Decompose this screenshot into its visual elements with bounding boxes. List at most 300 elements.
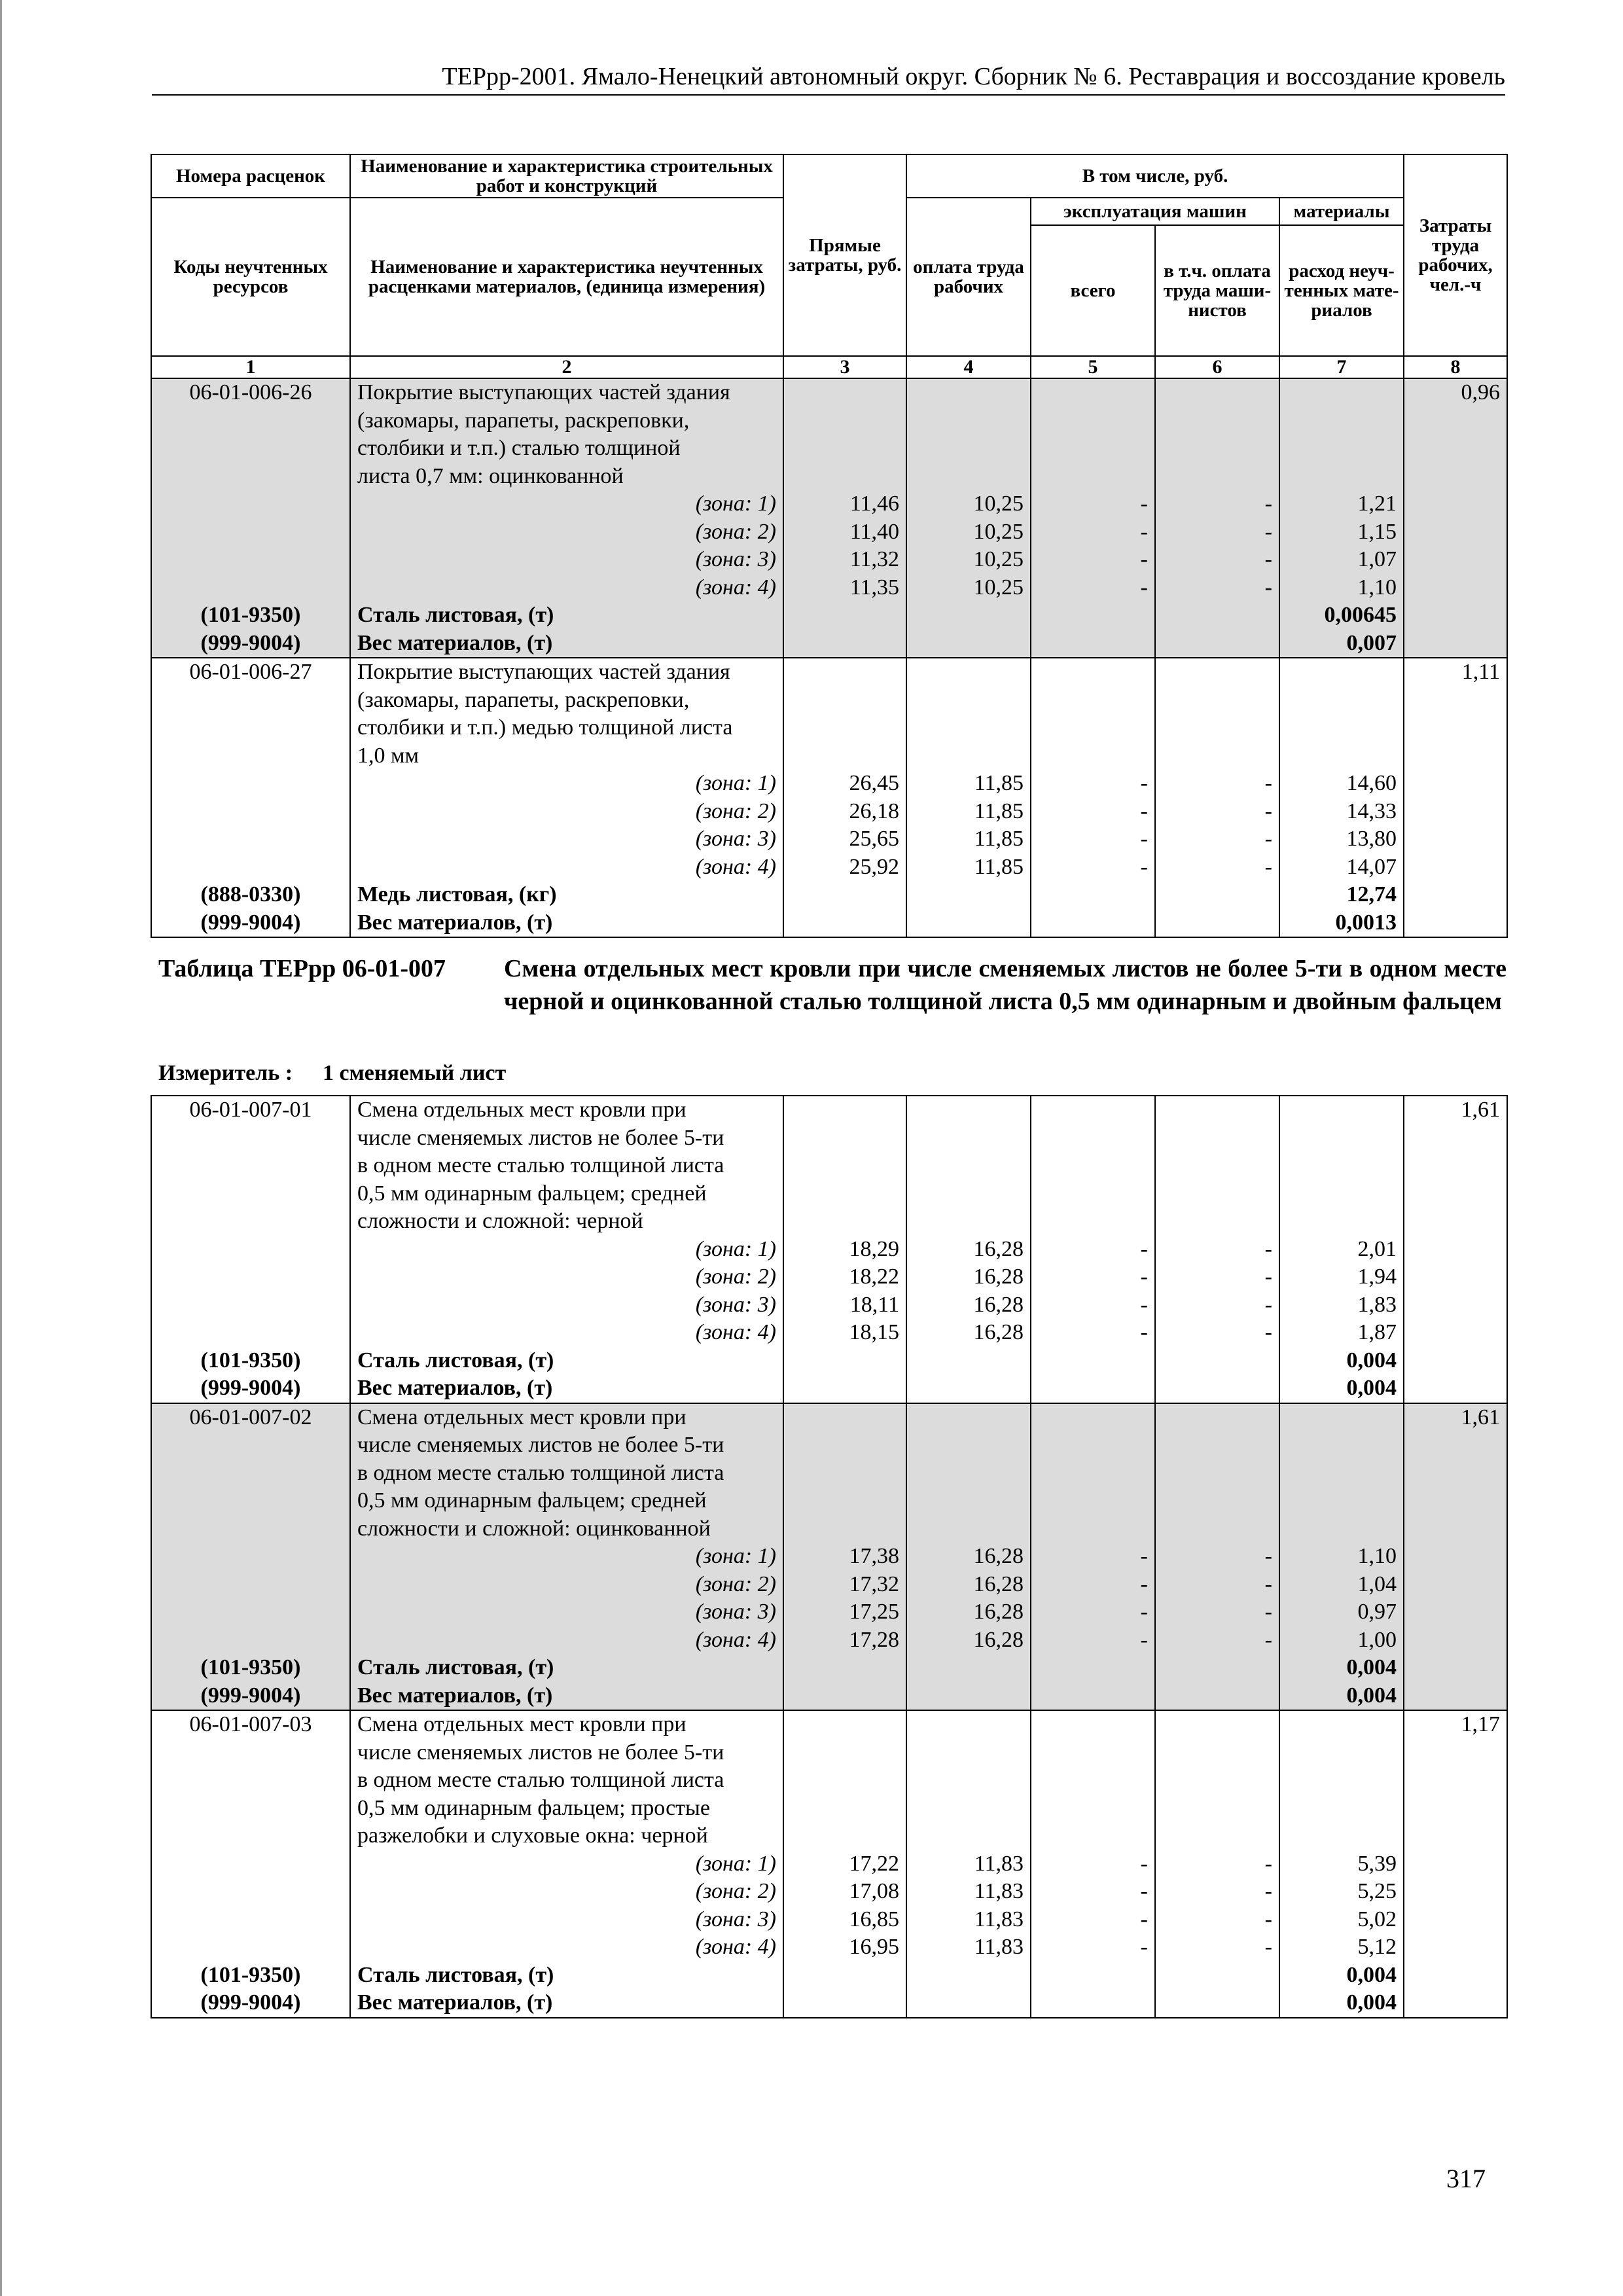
worker-wage: 16,28 [906, 1571, 1031, 1599]
empty-cell [783, 1347, 906, 1375]
empty-cell [783, 1962, 906, 1990]
empty-cell [1404, 1654, 1507, 1682]
machinist-wage: - [1155, 1878, 1279, 1906]
machinist-wage: - [1155, 574, 1279, 602]
empty-cell [783, 463, 906, 491]
empty-cell [1279, 407, 1404, 435]
rate-desc-row [151, 407, 1507, 435]
empty-cell [1404, 1795, 1507, 1823]
empty-cell [906, 714, 1031, 742]
empty-cell [151, 1291, 350, 1319]
empty-cell [906, 1347, 1031, 1375]
machines-total: - [1031, 798, 1155, 826]
resource-name: Сталь листовая, (т) [350, 1347, 783, 1375]
col-material-name-header: Наименование и характеристика неучтенных расценками материалов, (единица измерения) [350, 198, 783, 356]
measure-line [158, 1059, 506, 1088]
col-num: 7 [1279, 356, 1404, 378]
zone-label: (зона: 1) [350, 770, 783, 798]
rate-description-line: Покрытие выступающих частей здания [350, 378, 783, 407]
resource-row [151, 1347, 1507, 1375]
empty-cell [1404, 407, 1507, 435]
rates-table-1 [151, 154, 1508, 938]
resource-code: (101-9350) [151, 1347, 350, 1375]
empty-cell [1404, 1962, 1507, 1990]
machines-total: - [1031, 1850, 1155, 1878]
resource-code: (999-9004) [151, 630, 350, 658]
empty-cell [1404, 1180, 1507, 1208]
empty-cell [1031, 1767, 1155, 1795]
col-num: 5 [1031, 356, 1155, 378]
zone-label: (зона: 3) [350, 825, 783, 853]
rate-description-line: листа 0,7 мм: оцинкованной [350, 463, 783, 491]
labor-cost: 1,17 [1404, 1710, 1507, 1739]
col-direct-cost-header: Прямые затраты, руб. [783, 154, 906, 356]
empty-cell [906, 1822, 1031, 1850]
materials-cost: 1,04 [1279, 1571, 1404, 1599]
page-number: 317 [1446, 2164, 1486, 2193]
empty-cell [1404, 798, 1507, 826]
resource-name: Вес материалов, (т) [350, 1374, 783, 1403]
empty-cell [1155, 909, 1279, 938]
empty-cell [1404, 1431, 1507, 1460]
empty-cell [151, 1180, 350, 1208]
empty-cell [1031, 687, 1155, 715]
measure-label: Измеритель : [158, 1061, 293, 1085]
resource-qty: 0,004 [1279, 1989, 1404, 2018]
empty-cell [1279, 1152, 1404, 1180]
resource-qty: 0,007 [1279, 630, 1404, 658]
resource-row [151, 1962, 1507, 1990]
machines-total: - [1031, 1263, 1155, 1291]
empty-cell [1031, 1460, 1155, 1488]
empty-cell [1279, 687, 1404, 715]
empty-cell [783, 687, 906, 715]
empty-cell [1031, 630, 1155, 658]
col-num: 1 [151, 356, 350, 378]
direct-cost: 18,11 [783, 1291, 906, 1319]
empty-cell [1031, 1795, 1155, 1823]
zone-row [151, 574, 1507, 602]
rate-code: 06-01-007-02 [151, 1403, 350, 1432]
machines-total: - [1031, 1626, 1155, 1655]
empty-cell [1031, 1989, 1155, 2018]
machines-total: - [1031, 853, 1155, 882]
machines-total: - [1031, 546, 1155, 574]
empty-cell [1155, 435, 1279, 463]
empty-cell [1404, 1767, 1507, 1795]
col-unaccounted-materials-header: расход неуч-тенных мате-риалов [1279, 225, 1404, 356]
empty-cell [1155, 1822, 1279, 1850]
materials-cost: 1,15 [1279, 518, 1404, 547]
direct-cost: 11,40 [783, 518, 906, 547]
table-title-text: Смена отдельных мест кровли при числе сменяемых листов не более 5-ти в одном месте черной и оцинкованной сталью толщиной листа 0,5 мм одинарным и двойным фальцем [504, 955, 1507, 1015]
empty-cell [1155, 1682, 1279, 1711]
empty-cell [1404, 1208, 1507, 1236]
empty-cell [151, 1431, 350, 1460]
empty-cell [783, 658, 906, 687]
empty-cell [906, 1795, 1031, 1823]
empty-cell [783, 881, 906, 909]
materials-cost: 1,94 [1279, 1263, 1404, 1291]
zone-label: (зона: 2) [350, 1263, 783, 1291]
empty-cell [906, 1989, 1031, 2018]
empty-cell [1279, 1096, 1404, 1124]
empty-cell [151, 1767, 350, 1795]
resource-code: (101-9350) [151, 1654, 350, 1682]
empty-cell [906, 1374, 1031, 1403]
empty-cell [906, 687, 1031, 715]
empty-cell [1279, 1767, 1404, 1795]
resource-qty: 0,004 [1279, 1682, 1404, 1711]
machines-total: - [1031, 574, 1155, 602]
machinist-wage: - [1155, 1933, 1279, 1962]
col-wage-header: оплата труда рабочих [906, 198, 1031, 356]
rate-desc-row [151, 435, 1507, 463]
direct-cost: 18,22 [783, 1263, 906, 1291]
empty-cell [1031, 1374, 1155, 1403]
rate-desc-row [151, 1710, 1507, 1739]
empty-cell [1155, 1431, 1279, 1460]
empty-cell [906, 742, 1031, 770]
machines-total: - [1031, 825, 1155, 853]
zone-label: (зона: 1) [350, 1543, 783, 1571]
resource-row [151, 601, 1507, 630]
empty-cell [783, 1487, 906, 1515]
empty-cell [1279, 714, 1404, 742]
empty-cell [906, 881, 1031, 909]
materials-cost: 14,33 [1279, 798, 1404, 826]
resource-code: (999-9004) [151, 1374, 350, 1403]
page-left-edge [0, 0, 2, 2296]
machinist-wage: - [1155, 798, 1279, 826]
rate-description-line: 0,5 мм одинарным фальцем; средней [350, 1180, 783, 1208]
empty-cell [1279, 463, 1404, 491]
empty-cell [906, 463, 1031, 491]
empty-cell [1404, 518, 1507, 547]
rate-description-line: столбики и т.п.) медью толщиной листа [350, 714, 783, 742]
empty-cell [1031, 1096, 1155, 1124]
empty-cell [1279, 1515, 1404, 1543]
resource-name: Сталь листовая, (т) [350, 1962, 783, 1990]
empty-cell [783, 1431, 906, 1460]
empty-cell [1279, 1460, 1404, 1488]
empty-cell [151, 463, 350, 491]
col-num: 4 [906, 356, 1031, 378]
resource-name: Вес материалов, (т) [350, 630, 783, 658]
empty-cell [906, 1208, 1031, 1236]
empty-cell [1279, 1710, 1404, 1739]
col-materials-header: материалы [1279, 198, 1404, 225]
machinist-wage: - [1155, 546, 1279, 574]
empty-cell [151, 574, 350, 602]
rate-desc-row [151, 1124, 1507, 1153]
empty-cell [906, 1431, 1031, 1460]
empty-cell [1155, 1962, 1279, 1990]
rate-code: 06-01-006-27 [151, 658, 350, 687]
machinist-wage: - [1155, 825, 1279, 853]
empty-cell [906, 1682, 1031, 1711]
empty-cell [1155, 1487, 1279, 1515]
empty-cell [151, 1515, 350, 1543]
resource-code: (999-9004) [151, 909, 350, 938]
resource-name: Вес материалов, (т) [350, 1682, 783, 1711]
empty-cell [151, 435, 350, 463]
col-rate-number-header: Номера расценок [151, 154, 350, 198]
rate-description-line: в одном месте сталью толщиной листа [350, 1152, 783, 1180]
rate-description-line: Смена отдельных мест кровли при [350, 1096, 783, 1124]
rate-desc-row [151, 1180, 1507, 1208]
zone-label: (зона: 4) [350, 853, 783, 882]
rate-description-line: в одном месте сталью толщиной листа [350, 1767, 783, 1795]
worker-wage: 10,25 [906, 546, 1031, 574]
empty-cell [1404, 1626, 1507, 1655]
zone-row [151, 1571, 1507, 1599]
empty-cell [151, 1487, 350, 1515]
direct-cost: 17,08 [783, 1878, 906, 1906]
machines-total: - [1031, 1319, 1155, 1347]
empty-cell [1155, 687, 1279, 715]
empty-cell [151, 1152, 350, 1180]
machinist-wage: - [1155, 1626, 1279, 1655]
empty-cell [151, 1878, 350, 1906]
rate-desc-row [151, 1822, 1507, 1850]
empty-cell [783, 1180, 906, 1208]
materials-cost: 1,07 [1279, 546, 1404, 574]
empty-cell [783, 407, 906, 435]
empty-cell [151, 1850, 350, 1878]
empty-cell [906, 1515, 1031, 1543]
empty-cell [1155, 463, 1279, 491]
empty-cell [906, 601, 1031, 630]
empty-cell [1155, 601, 1279, 630]
empty-cell [151, 1571, 350, 1599]
rates-table-2 [151, 1095, 1508, 2018]
rate-desc-row [151, 1739, 1507, 1767]
empty-cell [1404, 1598, 1507, 1626]
empty-cell [1279, 435, 1404, 463]
resource-qty: 0,00645 [1279, 601, 1404, 630]
machines-total: - [1031, 1571, 1155, 1599]
empty-cell [1031, 742, 1155, 770]
empty-cell [1279, 1431, 1404, 1460]
empty-cell [1155, 1403, 1279, 1432]
empty-cell [1404, 1319, 1507, 1347]
empty-cell [1031, 1739, 1155, 1767]
empty-cell [1404, 1906, 1507, 1934]
empty-cell [1031, 1403, 1155, 1432]
rate-description-line: 0,5 мм одинарным фальцем; средней [350, 1487, 783, 1515]
zone-row [151, 1598, 1507, 1626]
empty-cell [1031, 714, 1155, 742]
empty-cell [783, 1152, 906, 1180]
empty-cell [151, 714, 350, 742]
column-numbers-row [151, 356, 1507, 378]
direct-cost: 11,46 [783, 490, 906, 518]
empty-cell [151, 1263, 350, 1291]
resource-qty: 0,004 [1279, 1962, 1404, 1990]
rate-desc-row [151, 1515, 1507, 1543]
direct-cost: 18,29 [783, 1236, 906, 1264]
empty-cell [783, 378, 906, 407]
rate-desc-row [151, 1208, 1507, 1236]
rate-description-line: разжелобки и слуховые окна: черной [350, 1822, 783, 1850]
worker-wage: 16,28 [906, 1291, 1031, 1319]
empty-cell [783, 909, 906, 938]
zone-label: (зона: 2) [350, 1571, 783, 1599]
resource-name: Сталь листовая, (т) [350, 1654, 783, 1682]
empty-cell [783, 1208, 906, 1236]
rate-description-line: числе сменяемых листов не более 5-ти [350, 1431, 783, 1460]
materials-cost: 1,10 [1279, 1543, 1404, 1571]
empty-cell [1279, 1795, 1404, 1823]
empty-cell [783, 1767, 906, 1795]
rate-desc-row [151, 1403, 1507, 1432]
rate-code: 06-01-007-03 [151, 1710, 350, 1739]
empty-cell [906, 1487, 1031, 1515]
resource-row [151, 909, 1507, 938]
machinist-wage: - [1155, 1571, 1279, 1599]
machinist-wage: - [1155, 1598, 1279, 1626]
empty-cell [1404, 1347, 1507, 1375]
empty-cell [151, 798, 350, 826]
empty-cell [1404, 601, 1507, 630]
rate-description-line: 0,5 мм одинарным фальцем; простые [350, 1795, 783, 1823]
empty-cell [783, 1124, 906, 1153]
worker-wage: 11,85 [906, 825, 1031, 853]
materials-cost: 1,10 [1279, 574, 1404, 602]
empty-cell [1031, 1208, 1155, 1236]
empty-cell [906, 1124, 1031, 1153]
rate-description-line: сложности и сложной: черной [350, 1208, 783, 1236]
machines-total: - [1031, 490, 1155, 518]
rate-desc-row [151, 1096, 1507, 1124]
empty-cell [1279, 1739, 1404, 1767]
worker-wage: 10,25 [906, 490, 1031, 518]
empty-cell [1155, 1152, 1279, 1180]
worker-wage: 16,28 [906, 1598, 1031, 1626]
empty-cell [1031, 1515, 1155, 1543]
empty-cell [1155, 1208, 1279, 1236]
empty-cell [1155, 1096, 1279, 1124]
resource-qty: 12,74 [1279, 881, 1404, 909]
zone-row [151, 1263, 1507, 1291]
empty-cell [1155, 1180, 1279, 1208]
machines-total: - [1031, 1933, 1155, 1962]
worker-wage: 16,28 [906, 1236, 1031, 1264]
resource-name: Вес материалов, (т) [350, 909, 783, 938]
zone-row [151, 770, 1507, 798]
rate-desc-row [151, 1152, 1507, 1180]
zone-row [151, 518, 1507, 547]
empty-cell [906, 1739, 1031, 1767]
empty-cell [1155, 630, 1279, 658]
empty-cell [151, 1598, 350, 1626]
resource-name: Медь листовая, (кг) [350, 881, 783, 909]
direct-cost: 17,25 [783, 1598, 906, 1626]
empty-cell [151, 1906, 350, 1934]
resource-code: (888-0330) [151, 881, 350, 909]
empty-cell [1031, 1431, 1155, 1460]
resource-qty: 0,004 [1279, 1654, 1404, 1682]
empty-cell [1155, 742, 1279, 770]
empty-cell [151, 490, 350, 518]
zone-row [151, 1543, 1507, 1571]
empty-cell [1155, 1515, 1279, 1543]
machinist-wage: - [1155, 490, 1279, 518]
empty-cell [1155, 1989, 1279, 2018]
empty-cell [906, 630, 1031, 658]
empty-cell [151, 853, 350, 882]
direct-cost: 26,45 [783, 770, 906, 798]
rate-desc-row [151, 463, 1507, 491]
empty-cell [906, 1403, 1031, 1432]
machinist-wage: - [1155, 1236, 1279, 1264]
empty-cell [906, 1152, 1031, 1180]
empty-cell [1279, 1822, 1404, 1850]
empty-cell [151, 1626, 350, 1655]
resource-qty: 0,004 [1279, 1347, 1404, 1375]
zone-row [151, 1319, 1507, 1347]
empty-cell [1155, 881, 1279, 909]
materials-cost: 1,21 [1279, 490, 1404, 518]
empty-cell [151, 1822, 350, 1850]
empty-cell [906, 909, 1031, 938]
empty-cell [783, 742, 906, 770]
rate-desc-row [151, 1460, 1507, 1488]
worker-wage: 11,83 [906, 1850, 1031, 1878]
materials-cost: 2,01 [1279, 1236, 1404, 1264]
empty-cell [783, 630, 906, 658]
empty-cell [906, 1710, 1031, 1739]
empty-cell [1404, 1822, 1507, 1850]
worker-wage: 11,85 [906, 798, 1031, 826]
empty-cell [906, 407, 1031, 435]
zone-row [151, 546, 1507, 574]
rate-desc-row [151, 1795, 1507, 1823]
zone-label: (зона: 1) [350, 490, 783, 518]
empty-cell [1404, 574, 1507, 602]
resource-name: Сталь листовая, (т) [350, 601, 783, 630]
worker-wage: 11,83 [906, 1878, 1031, 1906]
empty-cell [1404, 1460, 1507, 1488]
empty-cell [1031, 1962, 1155, 1990]
empty-cell [1031, 463, 1155, 491]
empty-cell [906, 1962, 1031, 1990]
empty-cell [151, 1795, 350, 1823]
rate-desc-row [151, 1487, 1507, 1515]
machinist-wage: - [1155, 770, 1279, 798]
empty-cell [1155, 407, 1279, 435]
empty-cell [783, 1795, 906, 1823]
rate-description-line: (закомары, парапеты, раскреповки, [350, 407, 783, 435]
zone-label: (зона: 4) [350, 1626, 783, 1655]
machinist-wage: - [1155, 1906, 1279, 1934]
rate-desc-row [151, 378, 1507, 407]
machines-total: - [1031, 1906, 1155, 1934]
empty-cell [783, 1710, 906, 1739]
empty-cell [1404, 1515, 1507, 1543]
machinist-wage: - [1155, 1291, 1279, 1319]
zone-label: (зона: 3) [350, 1291, 783, 1319]
machines-total: - [1031, 770, 1155, 798]
empty-cell [783, 1515, 906, 1543]
zone-row [151, 1933, 1507, 1962]
resource-code: (999-9004) [151, 1682, 350, 1711]
empty-cell [1404, 1291, 1507, 1319]
rate-desc-row [151, 742, 1507, 770]
zone-row [151, 853, 1507, 882]
empty-cell [1031, 1180, 1155, 1208]
